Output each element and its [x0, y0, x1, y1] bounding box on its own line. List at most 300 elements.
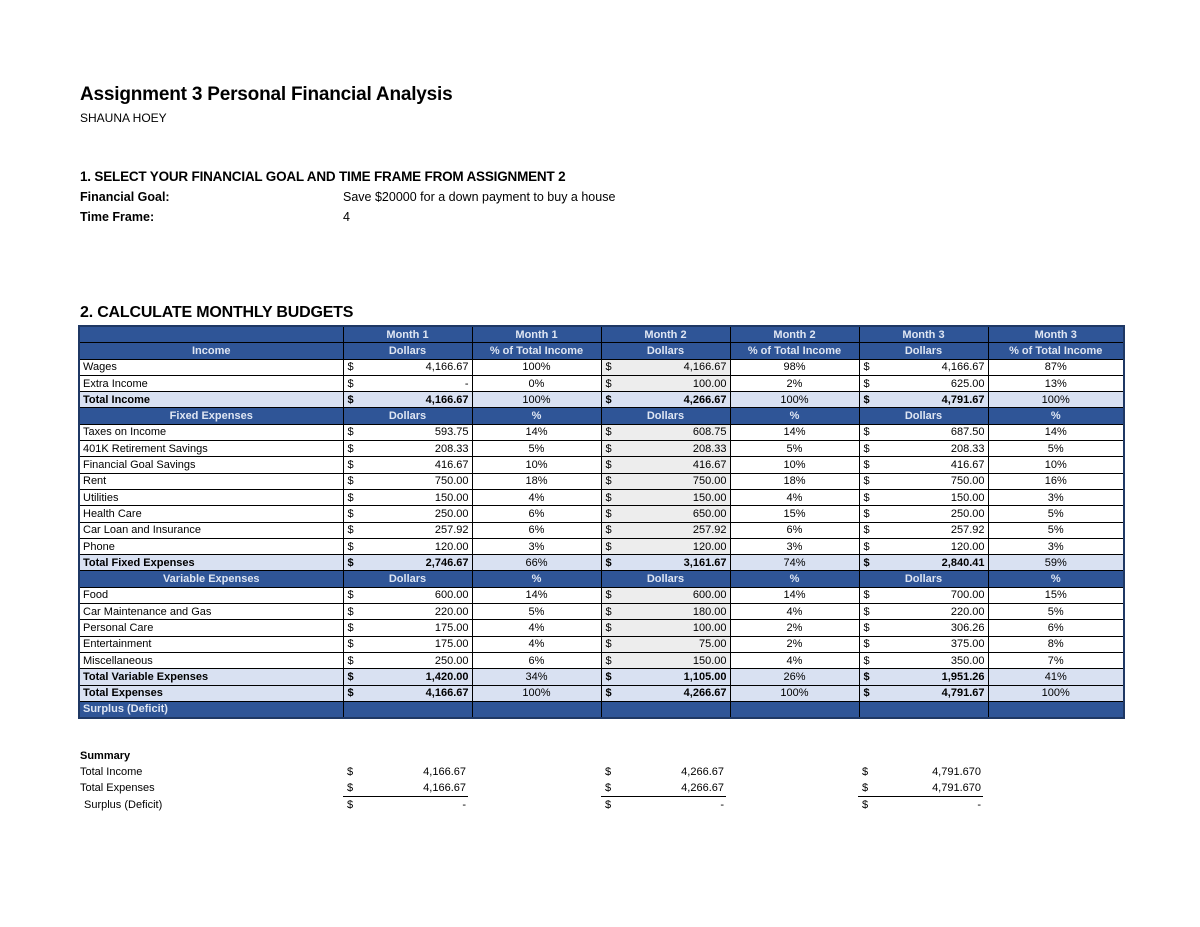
currency-symbol: $	[863, 442, 870, 455]
dollar-value: 120.00	[692, 540, 727, 553]
table-row	[79, 506, 1124, 522]
dollar-value: 350.00	[950, 654, 985, 667]
summary-value: 4,166.67	[423, 782, 466, 795]
dollar-cell	[859, 604, 988, 620]
currency-symbol: $	[347, 507, 354, 520]
percent-cell: 15%	[730, 506, 859, 522]
dollar-cell	[859, 555, 988, 571]
dollar-cell	[343, 506, 472, 522]
dollar-cell	[859, 652, 988, 668]
header-cell: Month 1	[343, 326, 472, 343]
table-row	[79, 636, 1124, 652]
header-cell: Month 2	[601, 326, 730, 343]
dollar-value: 608.75	[692, 426, 727, 439]
dollar-value: 3,161.67	[683, 556, 727, 569]
currency-symbol: $	[347, 782, 354, 795]
percent-cell: 98%	[730, 359, 859, 375]
dollar-cell	[859, 538, 988, 554]
summary-row-label: Total Expenses	[80, 782, 155, 795]
percent-cell: 13%	[988, 375, 1124, 391]
percent-cell: 5%	[472, 604, 601, 620]
time-frame-value: 4	[343, 210, 350, 224]
empty-cell	[472, 701, 601, 718]
dollar-cell	[859, 669, 988, 685]
dollar-value: 250.00	[950, 507, 985, 520]
dollar-value: 1,951.26	[941, 670, 985, 683]
dollar-value: 4,266.67	[683, 393, 727, 406]
dollar-value: 150.00	[434, 491, 469, 504]
dollar-value: 208.33	[950, 442, 985, 455]
percent-cell: 3%	[988, 538, 1124, 554]
dollar-cell	[343, 489, 472, 505]
dollar-value: 625.00	[950, 377, 985, 390]
currency-symbol: $	[347, 654, 354, 667]
dollar-value: 416.67	[950, 459, 985, 472]
table-row	[79, 359, 1124, 375]
table-header-month-row	[79, 326, 1124, 343]
variable-expenses-header	[79, 571, 1124, 587]
dollar-cell	[343, 636, 472, 652]
dollar-value: 2,840.41	[941, 556, 985, 569]
dollar-cell	[601, 375, 730, 391]
table-row	[79, 441, 1124, 457]
percent-cell: 4%	[730, 604, 859, 620]
dollar-value: 416.67	[692, 459, 727, 472]
dollar-cell	[601, 669, 730, 685]
percent-cell: 100%	[472, 392, 601, 408]
row-label: Personal Care	[79, 620, 343, 636]
currency-symbol: $	[863, 605, 870, 618]
currency-symbol: $	[863, 589, 870, 602]
percent-cell: 5%	[730, 441, 859, 457]
currency-symbol: $	[347, 798, 354, 811]
percent-cell: 4%	[472, 489, 601, 505]
header-cell: %	[988, 408, 1124, 424]
percent-cell: 59%	[988, 555, 1124, 571]
currency-symbol: $	[863, 426, 870, 439]
header-cell: Dollars	[343, 571, 472, 587]
dollar-cell	[859, 375, 988, 391]
summary-underline	[858, 796, 983, 797]
summary-value: -	[462, 798, 466, 811]
currency-symbol: $	[347, 459, 354, 472]
percent-cell: 2%	[730, 636, 859, 652]
currency-symbol: $	[863, 654, 870, 667]
dollar-cell	[859, 636, 988, 652]
dollar-cell	[859, 392, 988, 408]
percent-cell: 3%	[730, 538, 859, 554]
dollar-value: 593.75	[434, 426, 469, 439]
empty-cell	[601, 701, 730, 718]
dollar-cell	[343, 587, 472, 603]
table-row	[79, 375, 1124, 391]
row-label: 401K Retirement Savings	[79, 441, 343, 457]
percent-cell: 100%	[988, 392, 1124, 408]
table-header-column-row	[79, 343, 1124, 359]
table-row	[79, 620, 1124, 636]
row-label: Taxes on Income	[79, 424, 343, 440]
currency-symbol: $	[605, 361, 612, 374]
dollar-value: 180.00	[692, 605, 727, 618]
dollar-cell	[859, 441, 988, 457]
dollar-value: 257.92	[434, 524, 469, 537]
section-2-heading: 2. CALCULATE MONTHLY BUDGETS	[80, 304, 354, 321]
header-cell: Fixed Expenses	[79, 408, 343, 424]
percent-cell: 10%	[988, 457, 1124, 473]
percent-cell: 100%	[730, 685, 859, 701]
currency-symbol: $	[605, 638, 612, 651]
dollar-value: 120.00	[950, 540, 985, 553]
percent-cell: 3%	[472, 538, 601, 554]
dollar-value: 257.92	[950, 524, 985, 537]
percent-cell: 87%	[988, 359, 1124, 375]
dollar-cell	[601, 538, 730, 554]
percent-cell: 74%	[730, 555, 859, 571]
header-cell: Dollars	[601, 571, 730, 587]
percent-cell: 100%	[472, 359, 601, 375]
financial-goal-value: Save $20000 for a down payment to buy a house	[343, 190, 616, 204]
dollar-cell	[343, 620, 472, 636]
header-cell: Dollars	[343, 408, 472, 424]
summary-value: 4,266.67	[681, 782, 724, 795]
percent-cell: 100%	[472, 685, 601, 701]
percent-cell: 6%	[472, 522, 601, 538]
dollar-value: 600.00	[434, 589, 469, 602]
currency-symbol: $	[863, 524, 870, 537]
row-label: Phone	[79, 538, 343, 554]
dollar-value: 175.00	[434, 638, 469, 651]
percent-cell: 41%	[988, 669, 1124, 685]
summary-value: 4,791.670	[932, 782, 981, 795]
table-row	[79, 457, 1124, 473]
summary-row-label: Surplus (Deficit)	[84, 798, 163, 811]
currency-symbol: $	[863, 670, 870, 683]
dollar-cell	[343, 424, 472, 440]
row-label: Entertainment	[79, 636, 343, 652]
header-cell: % of Total Income	[730, 343, 859, 359]
dollar-cell	[343, 375, 472, 391]
dollar-value: 4,166.67	[425, 393, 469, 406]
dollar-value: 4,166.67	[425, 361, 469, 374]
percent-cell: 34%	[472, 669, 601, 685]
dollar-value: 257.92	[692, 524, 727, 537]
row-label: Utilities	[79, 489, 343, 505]
dollar-value: 150.00	[950, 491, 985, 504]
percent-cell: 7%	[988, 652, 1124, 668]
header-cell: Month 3	[859, 326, 988, 343]
summary-value: -	[977, 798, 981, 811]
dollar-value: 100.00	[692, 377, 727, 390]
percent-cell: 14%	[472, 424, 601, 440]
row-label: Rent	[79, 473, 343, 489]
header-cell: %	[730, 571, 859, 587]
dollar-cell	[601, 359, 730, 375]
dollar-cell	[343, 685, 472, 701]
dollar-cell	[343, 441, 472, 457]
currency-symbol: $	[863, 687, 870, 700]
total-expenses-row	[79, 685, 1124, 701]
currency-symbol: $	[605, 654, 612, 667]
dollar-cell	[859, 457, 988, 473]
currency-symbol: $	[863, 621, 870, 634]
percent-cell: 26%	[730, 669, 859, 685]
total-variable-expenses-row	[79, 669, 1124, 685]
dollar-cell	[343, 652, 472, 668]
percent-cell: 18%	[730, 473, 859, 489]
row-label: Extra Income	[79, 375, 343, 391]
header-cell: Dollars	[859, 571, 988, 587]
percent-cell: 14%	[988, 424, 1124, 440]
monthly-budget-table	[78, 325, 1125, 719]
dollar-cell	[343, 669, 472, 685]
currency-symbol: $	[347, 540, 354, 553]
currency-symbol: $	[347, 687, 354, 700]
percent-cell: 3%	[988, 489, 1124, 505]
dollar-cell	[601, 636, 730, 652]
table-row	[79, 604, 1124, 620]
row-label: Miscellaneous	[79, 652, 343, 668]
percent-cell: 5%	[988, 441, 1124, 457]
percent-cell: 14%	[472, 587, 601, 603]
currency-symbol: $	[605, 507, 612, 520]
percent-cell: 2%	[730, 375, 859, 391]
currency-symbol: $	[605, 605, 612, 618]
dollar-cell	[601, 685, 730, 701]
dollar-cell	[343, 457, 472, 473]
percent-cell: 4%	[730, 652, 859, 668]
dollar-cell	[601, 652, 730, 668]
dollar-cell	[859, 506, 988, 522]
currency-symbol: $	[863, 361, 870, 374]
currency-symbol: $	[863, 393, 870, 406]
currency-symbol: $	[347, 556, 354, 569]
dollar-cell	[859, 620, 988, 636]
time-frame-label: Time Frame:	[80, 210, 155, 224]
dollar-cell	[343, 604, 472, 620]
dollar-value: 250.00	[434, 654, 469, 667]
empty-cell	[730, 701, 859, 718]
header-cell: Month 1	[472, 326, 601, 343]
dollar-cell	[601, 489, 730, 505]
percent-cell: 100%	[730, 392, 859, 408]
dollar-value: -	[464, 377, 469, 390]
currency-symbol: $	[605, 524, 612, 537]
percent-cell: 10%	[730, 457, 859, 473]
empty-cell	[859, 701, 988, 718]
percent-cell: 10%	[472, 457, 601, 473]
header-cell: Income	[79, 343, 343, 359]
header-cell: Dollars	[343, 343, 472, 359]
currency-symbol: $	[605, 670, 612, 683]
percent-cell: 5%	[988, 506, 1124, 522]
percent-cell: 8%	[988, 636, 1124, 652]
row-label: Total Income	[79, 392, 343, 408]
table-row	[79, 424, 1124, 440]
row-label: Surplus (Deficit)	[79, 701, 343, 718]
header-cell	[79, 326, 343, 343]
currency-symbol: $	[862, 782, 869, 795]
empty-cell	[343, 701, 472, 718]
currency-symbol: $	[605, 556, 612, 569]
header-cell: % of Total Income	[988, 343, 1124, 359]
dollar-value: 416.67	[434, 459, 469, 472]
empty-cell	[988, 701, 1124, 718]
currency-symbol: $	[862, 766, 869, 778]
total-fixed-expenses-row	[79, 555, 1124, 571]
header-cell: Dollars	[859, 343, 988, 359]
currency-symbol: $	[605, 782, 612, 795]
dollar-value: 4,791.67	[941, 393, 985, 406]
dollar-cell	[343, 538, 472, 554]
currency-symbol: $	[347, 377, 354, 390]
dollar-value: 120.00	[434, 540, 469, 553]
summary-value: 4,166.67	[423, 766, 466, 778]
dollar-value: 100.00	[692, 621, 727, 634]
header-cell: Dollars	[601, 408, 730, 424]
currency-symbol: $	[863, 507, 870, 520]
table-row	[79, 489, 1124, 505]
header-cell: Dollars	[859, 408, 988, 424]
percent-cell: 15%	[988, 587, 1124, 603]
currency-symbol: $	[347, 605, 354, 618]
dollar-value: 150.00	[692, 491, 727, 504]
table-row	[79, 522, 1124, 538]
dollar-value: 4,166.67	[425, 687, 469, 700]
currency-symbol: $	[347, 442, 354, 455]
currency-symbol: $	[605, 621, 612, 634]
percent-cell: 14%	[730, 424, 859, 440]
header-cell: %	[988, 571, 1124, 587]
summary-value: -	[720, 798, 724, 811]
total-income-row	[79, 392, 1124, 408]
currency-symbol: $	[605, 393, 612, 406]
percent-cell: 6%	[730, 522, 859, 538]
surplus-deficit-row	[79, 701, 1124, 718]
dollar-cell	[601, 555, 730, 571]
dollar-value: 1,420.00	[425, 670, 469, 683]
dollar-value: 4,166.67	[941, 361, 985, 374]
row-label: Health Care	[79, 506, 343, 522]
dollar-cell	[343, 359, 472, 375]
currency-symbol: $	[605, 426, 612, 439]
dollar-value: 208.33	[434, 442, 469, 455]
currency-symbol: $	[862, 798, 869, 811]
dollar-value: 4,266.67	[683, 687, 727, 700]
percent-cell: 5%	[988, 604, 1124, 620]
table-row	[79, 473, 1124, 489]
dollar-cell	[601, 424, 730, 440]
table-row	[79, 587, 1124, 603]
document-title: Assignment 3 Personal Financial Analysis	[80, 84, 453, 105]
dollar-value: 1,105.00	[683, 670, 727, 683]
dollar-value: 2,746.67	[425, 556, 469, 569]
currency-symbol: $	[605, 459, 612, 472]
dollar-cell	[859, 587, 988, 603]
summary-value: 4,791.670	[932, 766, 981, 778]
dollar-value: 750.00	[692, 475, 727, 488]
dollar-value: 150.00	[692, 654, 727, 667]
currency-symbol: $	[605, 687, 612, 700]
dollar-cell	[859, 522, 988, 538]
dollar-value: 4,791.67	[941, 687, 985, 700]
percent-cell: 66%	[472, 555, 601, 571]
currency-symbol: $	[347, 638, 354, 651]
dollar-value: 600.00	[692, 589, 727, 602]
dollar-cell	[859, 489, 988, 505]
dollar-value: 208.33	[692, 442, 727, 455]
currency-symbol: $	[605, 475, 612, 488]
dollar-cell	[601, 620, 730, 636]
dollar-cell	[859, 473, 988, 489]
header-cell: Month 3	[988, 326, 1124, 343]
currency-symbol: $	[863, 638, 870, 651]
dollar-cell	[343, 555, 472, 571]
currency-symbol: $	[347, 361, 354, 374]
table-row	[79, 652, 1124, 668]
dollar-cell	[343, 392, 472, 408]
dollar-value: 700.00	[950, 589, 985, 602]
dollar-value: 220.00	[950, 605, 985, 618]
currency-symbol: $	[863, 377, 870, 390]
dollar-cell	[601, 604, 730, 620]
percent-cell: 16%	[988, 473, 1124, 489]
section-1-heading: 1. SELECT YOUR FINANCIAL GOAL AND TIME FRAME FROM ASSIGNMENT 2	[80, 169, 566, 184]
dollar-value: 375.00	[950, 638, 985, 651]
header-cell: Variable Expenses	[79, 571, 343, 587]
currency-symbol: $	[605, 491, 612, 504]
percent-cell: 6%	[988, 620, 1124, 636]
dollar-cell	[343, 473, 472, 489]
dollar-cell	[601, 506, 730, 522]
header-cell: %	[730, 408, 859, 424]
dollar-value: 650.00	[692, 507, 727, 520]
row-label: Total Variable Expenses	[79, 669, 343, 685]
currency-symbol: $	[863, 491, 870, 504]
currency-symbol: $	[863, 540, 870, 553]
row-label: Financial Goal Savings	[79, 457, 343, 473]
currency-symbol: $	[347, 589, 354, 602]
percent-cell: 18%	[472, 473, 601, 489]
currency-symbol: $	[605, 798, 612, 811]
summary-heading: Summary	[80, 750, 131, 762]
percent-cell: 4%	[472, 620, 601, 636]
currency-symbol: $	[863, 475, 870, 488]
dollar-cell	[343, 522, 472, 538]
currency-symbol: $	[605, 589, 612, 602]
dollar-cell	[859, 359, 988, 375]
summary-value: 4,266.67	[681, 766, 724, 778]
percent-cell: 5%	[988, 522, 1124, 538]
percent-cell: 5%	[472, 441, 601, 457]
header-cell: Dollars	[601, 343, 730, 359]
row-label: Wages	[79, 359, 343, 375]
currency-symbol: $	[863, 459, 870, 472]
dollar-value: 750.00	[434, 475, 469, 488]
summary-underline	[601, 796, 726, 797]
header-cell: %	[472, 571, 601, 587]
currency-symbol: $	[347, 524, 354, 537]
currency-symbol: $	[347, 475, 354, 488]
currency-symbol: $	[347, 491, 354, 504]
dollar-cell	[601, 522, 730, 538]
row-label: Car Maintenance and Gas	[79, 604, 343, 620]
currency-symbol: $	[347, 621, 354, 634]
currency-symbol: $	[605, 540, 612, 553]
dollar-cell	[601, 457, 730, 473]
dollar-value: 220.00	[434, 605, 469, 618]
currency-symbol: $	[347, 426, 354, 439]
dollar-cell	[859, 685, 988, 701]
